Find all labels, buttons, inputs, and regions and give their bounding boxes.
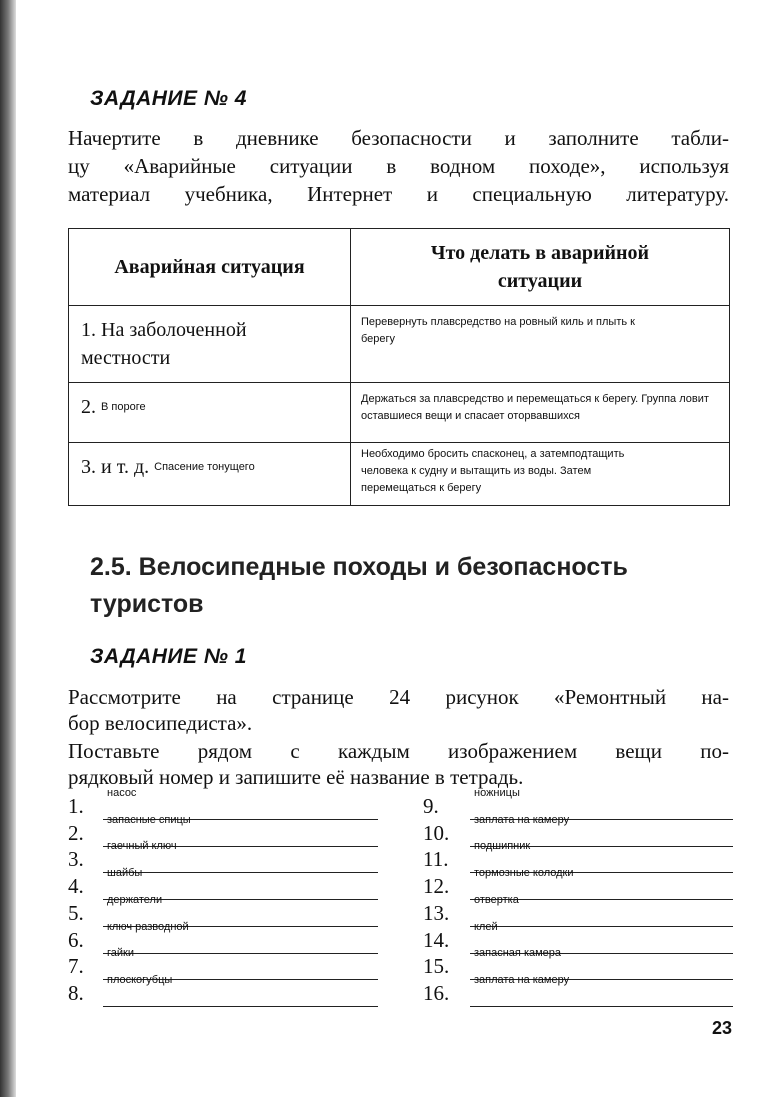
- emergency-table: [68, 228, 730, 506]
- item-number: 5.: [68, 900, 84, 925]
- item-number: 7.: [68, 954, 84, 979]
- item-number: 2.: [68, 820, 84, 845]
- situation-cell: [69, 383, 351, 443]
- item-answer: отвертка: [474, 893, 519, 906]
- situation-cell: [69, 443, 351, 506]
- text-line: материал учебника, Интернет и специальную литературу.: [68, 182, 729, 206]
- item-answer: держатели: [107, 893, 163, 906]
- item-answer: заплата на камеру: [474, 973, 570, 986]
- item-number: 16.: [423, 980, 450, 1005]
- task1-para1: [68, 684, 729, 736]
- action-cell: Необходимо бросить спасконец, а затемподтащить человека к судну и вытащить из воды. Затем перемещаться к берегу: [351, 443, 730, 506]
- item-answer: насос: [107, 787, 137, 799]
- item-answer: ключ разводной: [107, 920, 189, 933]
- table-row: [69, 306, 730, 383]
- item-answer: ножницы: [474, 787, 520, 799]
- situation-text: 1. На заболоченной местности: [81, 319, 247, 369]
- item-answer: плоскогубцы: [107, 973, 173, 986]
- answer-item: [423, 920, 735, 952]
- item-number: 1.: [68, 794, 84, 818]
- task1-para2: [68, 738, 729, 790]
- header-situation: Аварийная ситуация: [69, 229, 351, 306]
- item-answer: заплата на камеру: [474, 813, 570, 826]
- item-number: 9.: [423, 794, 439, 818]
- situation-note: Спасение тонущего: [154, 461, 255, 473]
- item-number: 8.: [68, 980, 84, 1005]
- answer-item: [423, 893, 735, 925]
- page-number: 23: [712, 1018, 733, 1038]
- answer-item: [423, 840, 735, 872]
- task4-text: [68, 124, 729, 208]
- item-answer: гайки: [107, 947, 134, 960]
- header-action: Что делать в аварийной ситуации: [351, 229, 730, 306]
- answer-item: [423, 813, 735, 845]
- action-cell: Перевернуть плавсредство на ровный киль и плыть к берегу: [351, 306, 730, 383]
- item-answer: тормозные колодки: [474, 867, 574, 880]
- item-number: 12.: [423, 874, 450, 899]
- answer-item: [68, 973, 380, 1005]
- item-answer: гаечный ключ: [107, 840, 177, 853]
- item-number: 11.: [423, 847, 449, 872]
- table-header-row: [69, 229, 730, 306]
- item-answer: шайбы: [107, 867, 143, 880]
- answer-line[interactable]: [470, 1006, 733, 1007]
- item-number: 3.: [68, 847, 84, 872]
- item-answer: запасная камера: [474, 947, 562, 960]
- text-line: рядковый номер и запишите её название в тетрадь.: [68, 765, 524, 789]
- item-answer: запасные спицы: [107, 813, 191, 826]
- situation-text: 3. и т. д.: [81, 456, 150, 478]
- item-answer: подшипник: [474, 840, 531, 853]
- item-number: 14.: [423, 927, 450, 952]
- section-title-line1: 2.5. Велосипедные походы и безопасность: [90, 553, 628, 581]
- text-line: цу «Аварийные ситуации в водном походе», используя: [68, 154, 729, 178]
- situation-text: 2.: [81, 396, 96, 418]
- task4-heading: ЗАДАНИЕ № 4: [90, 87, 247, 110]
- answer-item: [423, 973, 735, 1005]
- table-row: [69, 383, 730, 443]
- situation-note: В пороге: [101, 401, 146, 413]
- answer-item: [423, 867, 735, 899]
- text-line: Поставьте рядом с каждым изображением вещи по-: [68, 739, 729, 763]
- text-line: Начертите в дневнике безопасности и заполните табли-: [68, 126, 729, 150]
- section-title-line2: туристов: [90, 590, 204, 618]
- text-line: бор велосипедиста».: [68, 711, 253, 735]
- text-line: Рассмотрите на странице 24 рисунок «Ремонтный на-: [68, 685, 729, 709]
- answer-item: [423, 947, 735, 979]
- situation-cell: [69, 306, 351, 383]
- table-row: [69, 443, 730, 506]
- task1-heading: ЗАДАНИЕ № 1: [90, 645, 247, 668]
- action-cell: Держаться за плавсредство и перемещаться к берегу. Группа ловит оставшиеся вещи и спасает оторвавшихся: [351, 383, 730, 443]
- item-number: 4.: [68, 874, 84, 899]
- item-number: 15.: [423, 954, 450, 979]
- answer-item: [423, 787, 735, 818]
- item-number: 10.: [423, 820, 450, 845]
- item-number: 13.: [423, 900, 450, 925]
- item-number: 6.: [68, 927, 84, 952]
- item-answer: клей: [474, 920, 498, 933]
- answer-line[interactable]: [103, 1006, 378, 1007]
- scan-edge: [0, 0, 16, 1097]
